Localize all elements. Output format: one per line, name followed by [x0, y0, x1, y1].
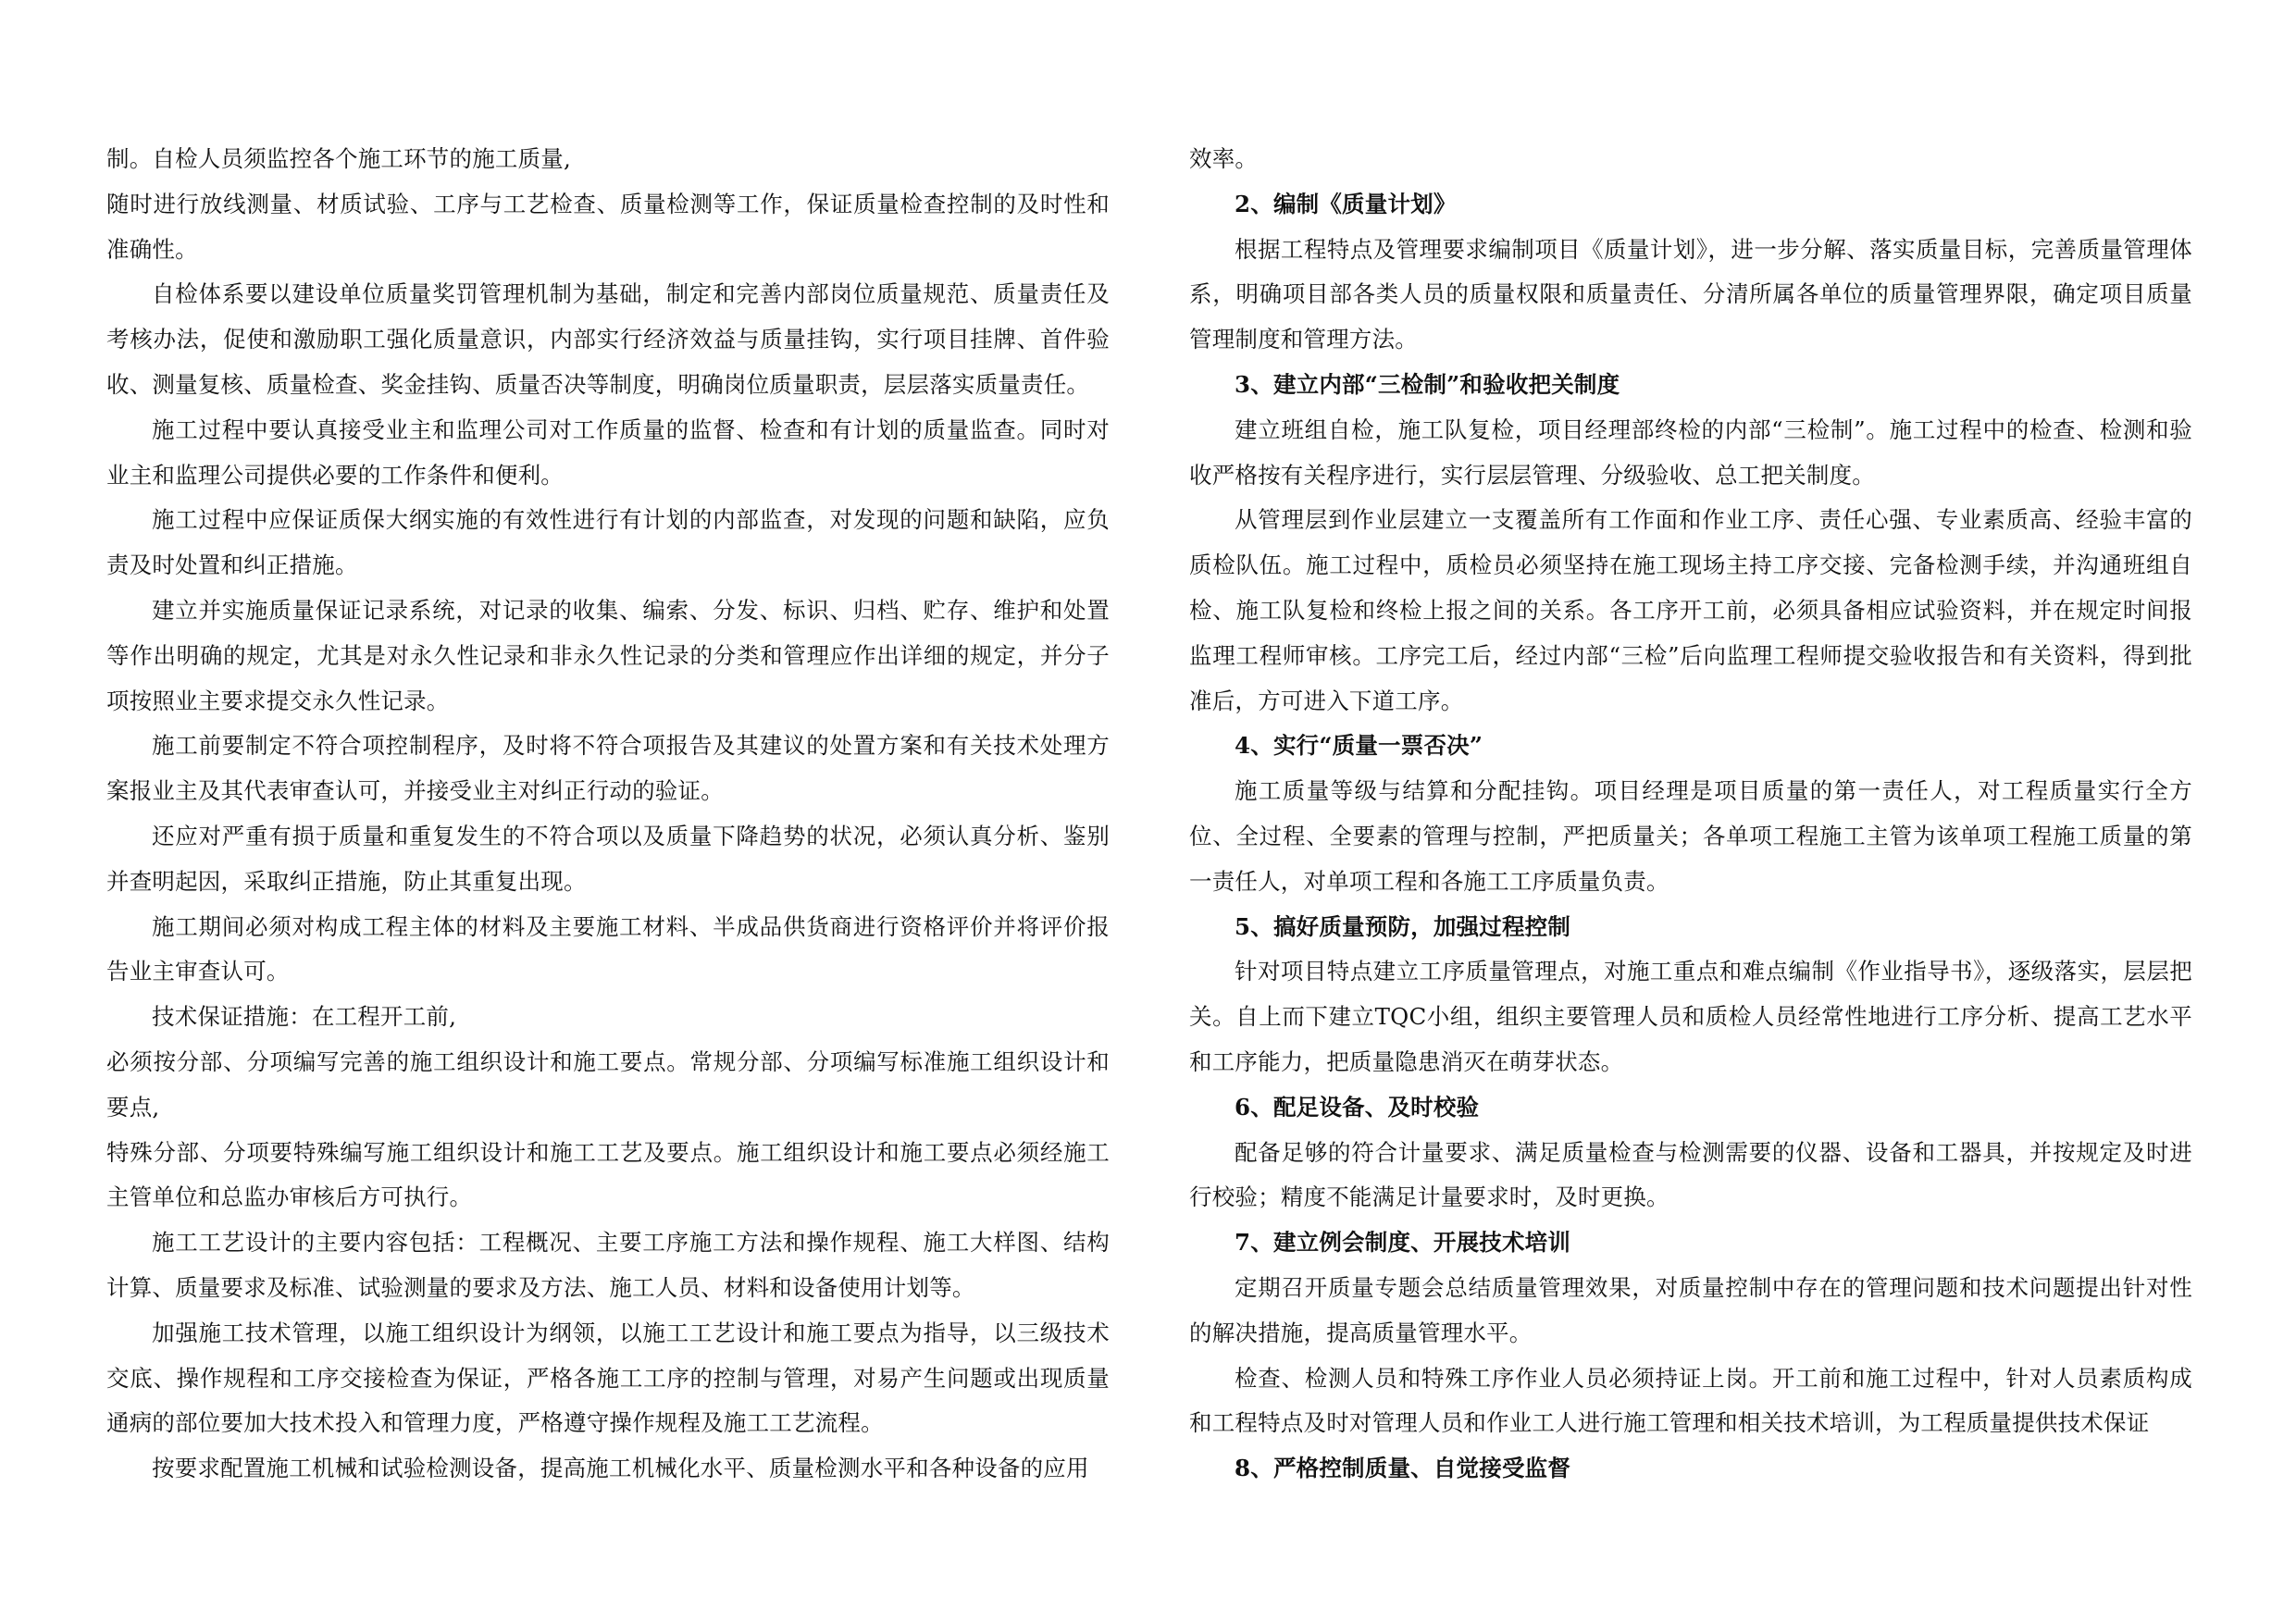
paragraph: 制。自检人员须监控各个施工环节的施工质量, — [106, 145, 571, 172]
paragraph: 配备足够的符合计量要求、满足质量检查与检测需要的仪器、设备和工器具，并按规定及时进行校验；精度不能满足计量要求时，及时更换。 — [1189, 1138, 2192, 1211]
paragraph: 施工期间必须对构成工程主体的材料及主要施工材料、半成品供货商进行资格评价并将评价报告业主审查认可。 — [106, 912, 1110, 985]
section-heading: 5、搞好质量预防，加强过程控制 — [1235, 912, 1571, 940]
section-heading: 7、建立例会制度、开展技术培训 — [1235, 1229, 1571, 1257]
paragraph: 定期召开质量专题会总结质量管理效果，对质量控制中存在的管理问题和技术问题提出针对性的解决措施，提高质量管理水平。 — [1189, 1273, 2192, 1346]
paragraph: 必须按分部、分项编写完善的施工组织设计和施工要点。常规分部、分项编写标准施工组织设计和要点, — [106, 1047, 1110, 1121]
section-heading: 4、实行“质量一票否决” — [1235, 732, 1483, 760]
paragraph: 检查、检测人员和特殊工序作业人员必须持证上岗。开工前和施工过程中，针对人员素质构成和工程特点及时对管理人员和作业工人进行施工管理和相关技术培训，为工程质量提供技术保证 — [1189, 1364, 2192, 1437]
paragraph: 效率。 — [1189, 145, 1259, 172]
paragraph: 施工前要制定不符合项控制程序，及时将不符合项报告及其建议的处置方案和有关技术处理方案报业主及其代表审查认可，并接受业主对纠正行动的验证。 — [106, 732, 1110, 805]
paragraph: 施工过程中应保证质保大纲实施的有效性进行有计划的内部监查，对发现的问题和缺陷，应负责及时处置和纠正措施。 — [106, 506, 1110, 579]
right-column — [1189, 137, 2192, 1492]
paragraph: 还应对严重有损于质量和重复发生的不符合项以及质量下降趋势的状况，必须认真分析、鉴别并查明起因，采取纠正措施，防止其重复出现。 — [106, 822, 1110, 895]
section-heading: 8、严格控制质量、自觉接受监督 — [1235, 1455, 1571, 1482]
paragraph: 施工工艺设计的主要内容包括：工程概况、主要工序施工方法和操作规程、施工大样图、结构计算、质量要求及标准、试验测量的要求及方法、施工人员、材料和设备使用计划等。 — [106, 1229, 1110, 1301]
paragraph: 按要求配置施工机械和试验检测设备，提高施工机械化水平、质量检测水平和各种设备的应用 — [152, 1455, 1089, 1482]
paragraph: 建立班组自检，施工队复检，项目经理部终检的内部“三检制”。施工过程中的检查、检测和验收严格按有关程序进行，实行层层管理、分级验收、总工把关制度。 — [1189, 415, 2192, 489]
paragraph: 自检体系要以建设单位质量奖罚管理机制为基础，制定和完善内部岗位质量规范、质量责任及考核办法，促使和激励职工强化质量意识，内部实行经济效益与质量挂钩，实行项目挂牌、首件验收、测量复核、质量检查、奖金挂钩、质量否决等制度，明确岗位质量职责，层层落实质量责任。 — [106, 280, 1110, 398]
section-heading: 6、配足设备、及时校验 — [1235, 1093, 1480, 1121]
left-column — [106, 137, 1110, 1492]
paragraph: 随时进行放线测量、材质试验、工序与工艺检查、质量检测等工作，保证质量检查控制的及时性和准确性。 — [106, 190, 1110, 263]
paragraph: 施工过程中要认真接受业主和监理公司对工作质量的监督、检查和有计划的质量监查。同时对业主和监理公司提供必要的工作条件和便利。 — [106, 415, 1110, 489]
paragraph: 施工质量等级与结算和分配挂钩。项目经理是项目质量的第一责任人，对工程质量实行全方位、全过程、全要素的管理与控制，严把质量关；各单项工程施工主管为该单项工程施工质量的第一责任人，对单项工程和各施工工序质量负责。 — [1189, 777, 2192, 895]
paragraph: 加强施工技术管理，以施工组织设计为纲领，以施工工艺设计和施工要点为指导，以三级技术交底、操作规程和工序交接检查为保证，严格各施工工序的控制与管理，对易产生问题或出现质量通病的部位要加大技术投入和管理力度，严格遵守操作规程及施工工艺流程。 — [106, 1319, 1110, 1437]
paragraph: 技术保证措施：在工程开工前, — [152, 1003, 457, 1031]
paragraph: 建立并实施质量保证记录系统，对记录的收集、编索、分发、标识、归档、贮存、维护和处置等作出明确的规定，尤其是对永久性记录和非永久性记录的分类和管理应作出详细的规定，并分子项按照业主要求提交永久性记录。 — [106, 596, 1110, 714]
section-heading: 2、编制《质量计划》 — [1235, 190, 1457, 217]
section-heading: 3、建立内部“三检制”和验收把关制度 — [1235, 370, 1620, 398]
paragraph: 根据工程特点及管理要求编制项目《质量计划》，进一步分解、落实质量目标，完善质量管理体系，明确项目部各类人员的质量权限和质量责任、分清所属各单位的质量管理界限，确定项目质量管理制度和管理方法。 — [1189, 235, 2192, 353]
paragraph: 从管理层到作业层建立一支覆盖所有工作面和作业工序、责任心强、专业素质高、经验丰富的质检队伍。施工过程中，质检员必须坚持在施工现场主持工序交接、完备检测手续，并沟通班组自检、施工队复检和终检上报之间的关系。各工序开工前，必须具备相应试验资料，并在规定时间报监理工程师审核。工序完工后，经过内部“三检”后向监理工程师提交验收报告和有关资料，得到批准后，方可进入下道工序。 — [1189, 506, 2192, 714]
paragraph: 针对项目特点建立工序质量管理点，对施工重点和难点编制《作业指导书》，逐级落实，层层把关。自上而下建立TQC小组，组织主要管理人员和质检人员经常性地进行工序分析、提高工艺水平和工序能力，把质量隐患消灭在萌芽状态。 — [1189, 958, 2192, 1075]
paragraph: 特殊分部、分项要特殊编写施工组织设计和施工工艺及要点。施工组织设计和施工要点必须经施工主管单位和总监办审核后方可执行。 — [106, 1138, 1110, 1211]
